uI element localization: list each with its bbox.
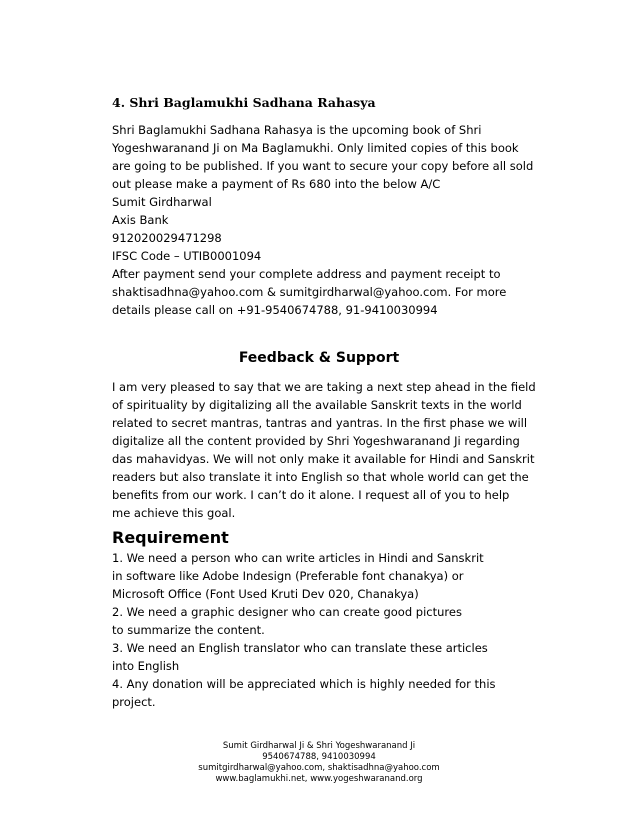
- text-line: are going to be published. If you want to secure your copy before all sold: [112, 159, 534, 173]
- text-line: readers but also translate it into English so that whole world can get the: [112, 470, 529, 484]
- footer-names: Sumit Girdharwal Ji & Shri Yogeshwaranand Ji: [222, 741, 416, 751]
- feedback-support-heading: Feedback & Support: [238, 350, 400, 366]
- list-item: to summarize the content.: [112, 623, 265, 637]
- list-item: 2. We need a graphic designer who can create good pictures: [112, 605, 462, 619]
- contact-phones: details please call on +91-9540674788, 91-9410030994: [112, 303, 438, 317]
- account-name: Sumit Girdharwal: [112, 195, 212, 209]
- list-item: 4. Any donation will be appreciated which is highly needed for this: [112, 677, 496, 691]
- text-line: Yogeshwaranand Ji on Ma Baglamukhi. Only limited copies of this book: [112, 141, 519, 155]
- account-number: 912020029471298: [112, 231, 222, 245]
- list-item: project.: [112, 695, 156, 709]
- requirement-list: [112, 549, 532, 711]
- section-heading-baglamukhi-book: 4. Shri Baglamukhi Sadhana Rahasya: [112, 95, 376, 110]
- footer-websites: www.baglamukhi.net, www.yogeshwaranand.org: [215, 774, 423, 784]
- text-line: I am very pleased to say that we are taking a next step ahead in the field: [112, 380, 536, 394]
- list-item: Microsoft Office (Font Used Kruti Dev 020, Chanakya): [112, 587, 419, 601]
- ifsc-code: IFSC Code – UTIB0001094: [112, 249, 262, 263]
- text-line: digitalize all the content provided by Shri Yogeshwaranand Ji regarding: [112, 434, 520, 448]
- text-line: related to secret mantras, tantras and yantras. In the first phase we will: [112, 416, 528, 430]
- list-item: into English: [112, 659, 180, 673]
- text-line: me achieve this goal.: [112, 506, 236, 520]
- book-announcement-paragraph: [112, 121, 532, 319]
- requirement-heading: Requirement: [112, 528, 229, 547]
- footer-emails: sumitgirdharwal@yahoo.com, shaktisadhna@yahoo.com: [198, 763, 440, 773]
- feedback-paragraph: [112, 378, 536, 522]
- text-line: of spirituality by digitalizing all the available Sanskrit texts in the world: [112, 398, 522, 412]
- text-line: Shri Baglamukhi Sadhana Rahasya is the upcoming book of Shri: [112, 123, 482, 137]
- text-line: das mahavidyas. We will not only make it available for Hindi and Sanskrit: [112, 452, 535, 466]
- contact-emails: shaktisadhna@yahoo.com & sumitgirdharwal@yahoo.com. For more: [112, 285, 507, 299]
- list-item: 1. We need a person who can write articles in Hindi and Sanskrit: [112, 551, 484, 565]
- list-item: 3. We need an English translator who can translate these articles: [112, 641, 488, 655]
- text-line: After payment send your complete address and payment receipt to: [112, 267, 501, 281]
- text-line: out please make a payment of Rs 680 into the below A/C: [112, 177, 441, 191]
- text-line: benefits from our work. I can’t do it alone. I request all of you to help: [112, 488, 510, 502]
- page-footer: [0, 741, 638, 785]
- list-item: in software like Adobe Indesign (Preferable font chanakya) or: [112, 569, 464, 583]
- bank-name: Axis Bank: [112, 213, 169, 227]
- footer-phones: 9540674788, 9410030994: [262, 752, 376, 762]
